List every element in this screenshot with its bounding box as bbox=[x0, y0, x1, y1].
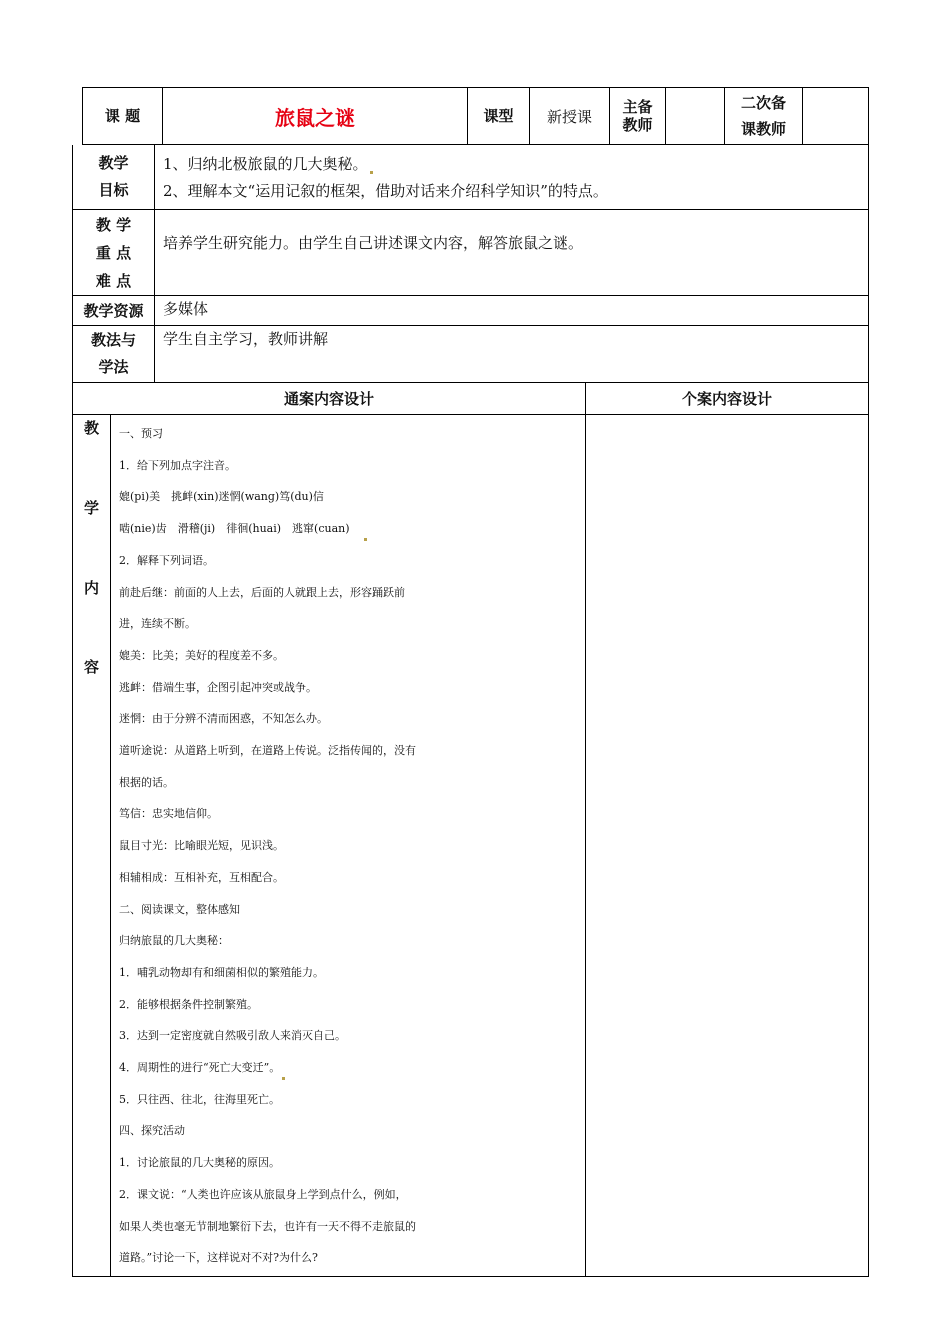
content-line: 迷惘：由于分辨不清而困惑，不知怎么办。 bbox=[119, 712, 328, 726]
main-teacher-value bbox=[665, 87, 724, 145]
content-line: 二、阅读课文，整体感知 bbox=[119, 902, 240, 916]
resources-text: 多媒体 bbox=[163, 300, 209, 318]
content-line: 1．给下列加点字注音。 bbox=[119, 458, 236, 472]
content-line: 2．解释下列词语。 bbox=[119, 553, 214, 567]
personal-design-header: 个案内容设计 bbox=[585, 383, 869, 415]
content-line: 笃信：忠实地信仰。 bbox=[119, 807, 218, 821]
resources-label: 教学资源 bbox=[72, 296, 154, 326]
content-line: 根据的话。 bbox=[119, 775, 174, 789]
methods-content bbox=[154, 326, 869, 383]
topic-label: 课 题 bbox=[82, 87, 162, 145]
goal-line-2: 2、理解本文“运用记叙的框架，借助对话来介绍科学知识”的特点。 bbox=[163, 182, 608, 200]
content-line: 啮(nie)齿 滑稽(ji) 徘徊(huai) 逃窜(cuan) bbox=[119, 513, 585, 545]
side-char-3: 内 bbox=[83, 579, 99, 597]
content-line: 3．达到一定密度就自然吸引敌人来消灭自己。 bbox=[119, 1029, 346, 1043]
methods-text: 学生自主学习，教师讲解 bbox=[163, 330, 329, 348]
lesson-type-value: 新授课 bbox=[529, 87, 609, 145]
content-line: 一、预习 bbox=[119, 427, 163, 440]
content-line: 道听途说：从道路上听到，在道路上传说。泛指传闻的，没有 bbox=[119, 744, 416, 758]
content-line: 媲(pi)美 挑衅(xin)迷惘(wang)笃(du)信 bbox=[119, 490, 324, 504]
second-teacher-value bbox=[802, 87, 869, 145]
content-line: 2．能够根据条件控制繁殖。 bbox=[119, 997, 258, 1011]
key-points-text: 培养学生研究能力。由学生自己讲述课文内容，解答旅鼠之谜。 bbox=[163, 234, 584, 252]
content-line: 逃衅：借端生事，企图引起冲突或战争。 bbox=[119, 680, 317, 694]
goals-content bbox=[154, 145, 869, 210]
second-teacher-label: 二次备 课教师 bbox=[724, 87, 802, 145]
content-line: 5．只往西、往北，往海里死亡。 bbox=[119, 1092, 280, 1106]
content-line: 相辅相成：互相补充，互相配合。 bbox=[119, 870, 284, 884]
goal-line-1: 1、归纳北极旅鼠的几大奥秘。 bbox=[163, 151, 868, 178]
side-column bbox=[72, 415, 110, 1277]
goals-label: 教学 目标 bbox=[72, 145, 154, 210]
content-line: 进，连续不断。 bbox=[119, 617, 196, 631]
content-line: 如果人类也毫无节制地繁衍下去，也许有一天不得不走旅鼠的 bbox=[119, 1219, 416, 1233]
common-design-content bbox=[110, 415, 585, 1277]
side-char-2: 学 bbox=[83, 499, 99, 517]
content-line: 道路。”讨论一下，这样说对不对?为什么? bbox=[119, 1251, 318, 1265]
personal-design-content bbox=[585, 415, 869, 1277]
key-points-content bbox=[154, 210, 869, 296]
content-line: 4．周期性的进行“死亡大变迁”。 bbox=[119, 1052, 585, 1084]
methods-label: 教法与 学法 bbox=[72, 326, 154, 383]
content-line: 2．课文说：“人类也许应该从旅鼠身上学到点什么，例如， bbox=[119, 1187, 407, 1201]
content-line: 归纳旅鼠的几大奥秘： bbox=[119, 934, 229, 948]
content-line: 1．哺乳动物却有和细菌相似的繁殖能力。 bbox=[119, 965, 324, 979]
marker-dot-icon bbox=[370, 171, 373, 174]
marker-dot-icon bbox=[282, 1077, 285, 1080]
side-char-1: 教 bbox=[83, 419, 99, 437]
content-line: 前赴后继：前面的人上去，后面的人就跟上去，形容踊跃前 bbox=[119, 585, 405, 599]
common-design-header: 通案内容设计 bbox=[72, 383, 585, 415]
resources-content bbox=[154, 296, 869, 326]
content-line: 鼠目寸光：比喻眼光短，见识浅。 bbox=[119, 839, 284, 853]
side-char-4: 容 bbox=[83, 658, 99, 676]
lesson-title: 旅鼠之谜 bbox=[162, 87, 467, 145]
content-line: 1．讨论旅鼠的几大奥秘的原因。 bbox=[119, 1156, 280, 1170]
content-line: 媲美：比美；美好的程度差不多。 bbox=[119, 648, 284, 662]
main-teacher-label: 主备 教师 bbox=[609, 87, 665, 145]
marker-dot-icon bbox=[364, 538, 367, 541]
content-line: 四、探究活动 bbox=[119, 1124, 185, 1138]
key-points-label: 教 学 重 点 难 点 bbox=[72, 210, 154, 296]
lesson-type-label: 课型 bbox=[467, 87, 529, 145]
